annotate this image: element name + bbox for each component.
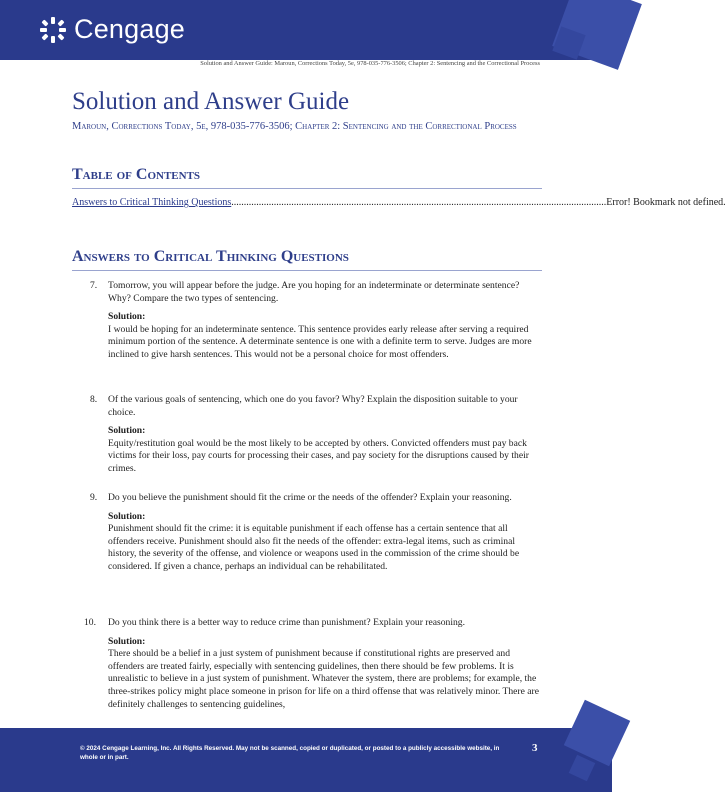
toc-divider <box>72 188 542 189</box>
toc-leader-dots <box>231 197 606 208</box>
header-banner <box>0 0 612 60</box>
document-subtitle: Maroun, Corrections Today, 5e, 978-035-776-3506; Chapter 2: Sentencing and the Correctional Process <box>72 121 517 132</box>
footer-decoration <box>569 755 596 782</box>
question-item <box>90 394 542 476</box>
running-head: Solution and Answer Guide: Maroun, Corrections Today, 5e, 978-035-776-3506; Chapter 2: Sentencing and the Correctional Process <box>200 60 540 67</box>
question-item <box>84 617 542 727</box>
solution-label: Solution: <box>108 311 146 323</box>
toc-entry <box>72 197 726 208</box>
question-number: 9. <box>90 492 98 503</box>
question-text: Of the various goals of sentencing, which one do you favor? Why? Explain the disposition suitable to your choice. <box>108 394 518 418</box>
solution-label: Solution: <box>108 635 146 647</box>
solution-label: Solution: <box>108 510 146 522</box>
solution-text: Equity/restitution goal would be the most likely to be accepted by others. Convicted offenders must pay back victims for their loss, pay courts for processing their cases, and pay society for the disruptions caused by their crimes. <box>108 437 529 474</box>
toc-heading: Table of Contents <box>72 166 201 183</box>
question-item <box>90 492 542 574</box>
toc-error-text: Error! Bookmark not defined. <box>606 197 726 208</box>
question-number: 10. <box>84 617 96 628</box>
brand-name: Cengage <box>74 14 185 44</box>
footer-banner <box>0 728 612 792</box>
solution-text: I would be hoping for an indeterminate sentence. This sentence provides early release after serving a required minimum portion of the sentence. A determinate sentence is one with a definite term to serve. Judges are more inclined to give harsh sentences. This would not be a personal choice for most offenders. <box>108 323 532 360</box>
cengage-logo <box>38 14 185 45</box>
question-text: Tomorrow, you will appear before the judge. Are you hoping for an indeterminate or determinate sentence? Why? Compare the two types of sentencing. <box>108 280 520 304</box>
section-divider <box>72 270 542 271</box>
question-text: Do you believe the punishment should fit the crime or the needs of the offender? Explain your reasoning. <box>108 492 512 503</box>
solution-text: There should be a belief in a just system of punishment because if constitutional rights are preserved and offenders are treated fairly, especially with sentencing guidelines, then there should be few problems. It is unrealistic to believe in a just system of punishment. Whatever the system, there are problems; for example, the three-strikes policy might place someone in prison for life on a third offense that was relatively minor. There are definitely challenges to sentencing guidelines, <box>108 648 539 710</box>
footer-decoration <box>564 700 630 766</box>
question-number: 8. <box>90 394 98 405</box>
cengage-burst-icon <box>38 15 68 45</box>
copyright-notice: © 2024 Cengage Learning, Inc. All Rights Reserved. May not be scanned, copied or duplicated, or posted to a publicly accessible website, in whole or in part. <box>80 745 500 761</box>
page-number: 3 <box>532 742 538 754</box>
toc-link-critical-thinking[interactable]: Answers to Critical Thinking Questions <box>72 197 232 208</box>
solution-text: Punishment should fit the crime: it is equitable punishment if each offense has a certain sentence that all offenders receive. Punishment should also fit the needs of the offender: extra-legal items, such as criminal history, the severity of the offense, and violence or weapons used in the commission of the crime should be considered. If given a chance, perhaps an individual can be rehabilitated. <box>108 523 520 572</box>
question-item <box>90 280 542 362</box>
solution-label: Solution: <box>108 425 146 437</box>
question-text: Do you think there is a better way to reduce crime than punishment? Explain your reasoning. <box>108 617 465 628</box>
document-title: Solution and Answer Guide <box>72 88 350 115</box>
question-number: 7. <box>90 280 98 291</box>
section-heading: Answers to Critical Thinking Questions <box>72 248 349 265</box>
